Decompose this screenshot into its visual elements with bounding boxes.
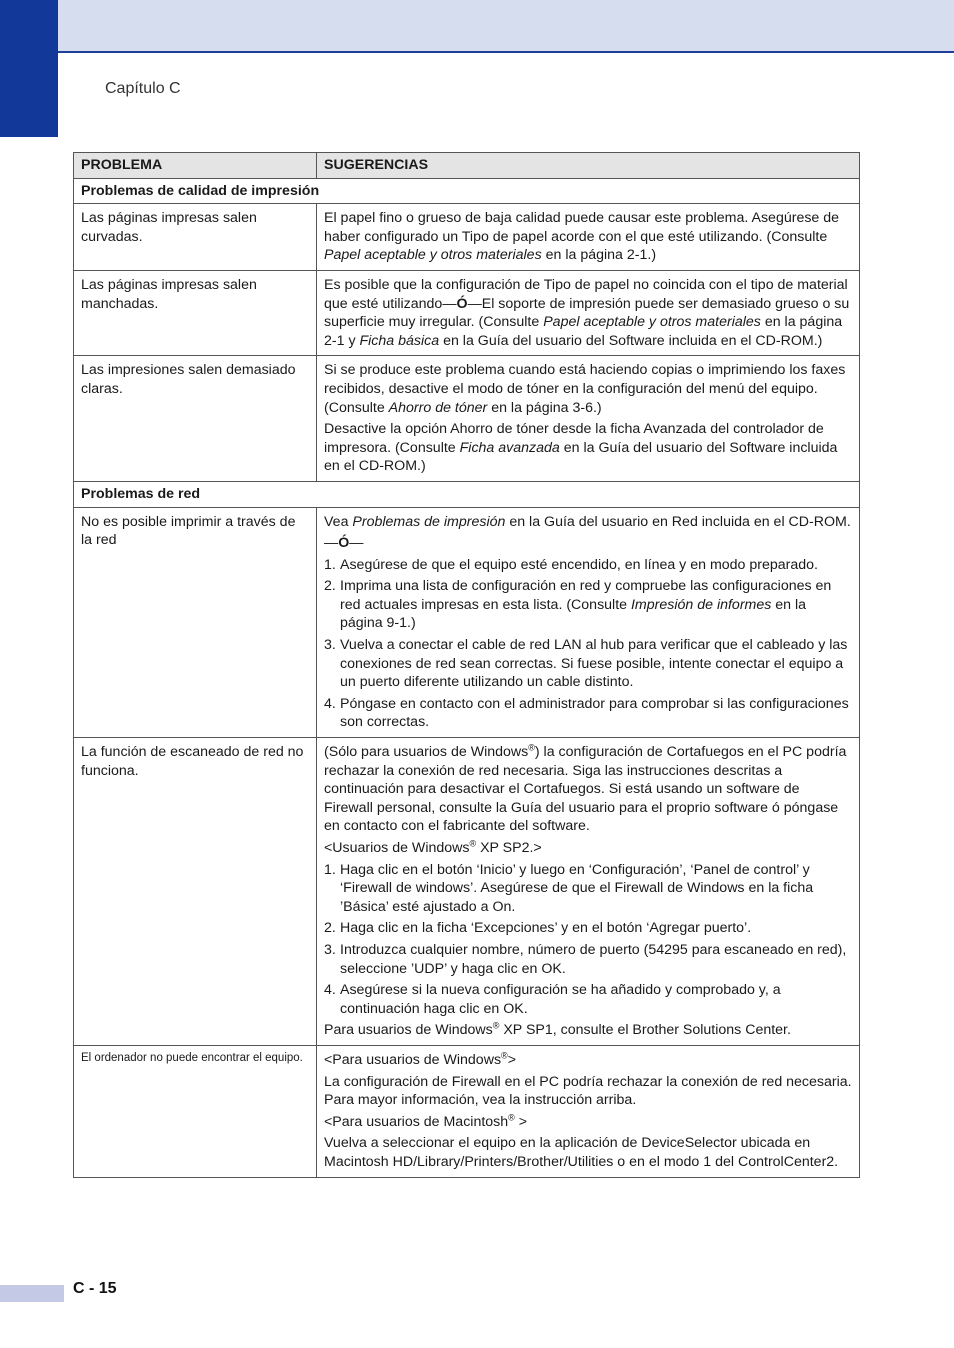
list-item: 1. Haga clic en el botón ‘Inicio’ y luego en ‘Configuración’, ‘Panel de control’ y ‘Firewall de windows’. Asegúrese de que el Firewall de Windows en la ficha ’Básica’ esté ajustado a On. <box>324 861 814 915</box>
section-row-print-quality <box>74 178 860 204</box>
table-row <box>74 204 860 271</box>
table-row <box>74 507 860 738</box>
section-title: Problemas de red <box>74 481 860 507</box>
suggestion-text: (Sólo para usuarios de Windows®) la configuración de Cortafuegos en el PC podría rechazar la conexión de red necesaria. Siga las instrucciones descritas a continuación para desactivar el Cortafuegos. Si está usando un software de Firewall personal, consulte la Guía del usuario para el proprio software ó póngase en contacto con el fabricante del software. <box>324 742 847 835</box>
list-item: 1. Asegúrese de que el equipo esté encendido, en línea y en modo preparado. <box>324 556 818 573</box>
column-header-problem: PROBLEMA <box>74 153 317 179</box>
list-item: 4. Asegúrese si la nueva configuración se ha añadido y comprobado y, a continuación haga clic en OK. <box>324 982 781 1017</box>
suggestion-text: Desactive la opción Ahorro de tóner desde la ficha Avanzada del controlador de impresora. (Consulte Ficha avanzada en la Guía del usuario del Software incluida en el CD-ROM.) <box>324 421 838 475</box>
suggestion-text: Vuelva a seleccionar el equipo en la aplicación de DeviceSelector ubicada en Macintosh HD/Library/Printers/Brother/Utilities o en el modo 1 del ControlCenter2. <box>324 1135 839 1170</box>
column-header-suggestions: SUGERENCIAS <box>317 153 860 179</box>
suggestion-text: Es posible que la configuración de Tipo de papel no coincida con el tipo de material que esté utilizando—Ó—El soporte de impresión puede ser demasiado grueso o su superficie muy irregular. (Consulte Papel aceptable y otros materiales en la página 2-1 y Ficha básica en la Guía del usuario del Software incluida en el CD-ROM.) <box>324 276 850 349</box>
table-row <box>74 738 860 1046</box>
problem-cell: Las páginas impresas salen curvadas. <box>74 204 317 271</box>
suggestion-text: Para usuarios de Windows® XP SP1, consulte el Brother Solutions Center. <box>324 1020 791 1039</box>
suggestion-text: El papel fino o grueso de baja calidad puede causar este problema. Asegúrese de haber configurado un Tipo de papel acorde con el que esté utilizando. (Consulte Papel aceptable y otros materiales en la página 2-1.) <box>324 210 840 264</box>
list-item: 3. Introduzca cualquier nombre, número de puerto (54295 para escaneado en red), seleccione ’UDP’ y haga clic en OK. <box>324 941 847 977</box>
suggestion-cell <box>317 270 860 355</box>
header-band <box>0 0 954 53</box>
troubleshooting-table <box>73 152 860 1178</box>
suggestion-text: La configuración de Firewall en el PC podría rechazar la conexión de red necesaria. Para mayor información, vea la instrucción arriba. <box>324 1073 852 1109</box>
problem-cell: Las páginas impresas salen manchadas. <box>74 270 317 355</box>
reference-link: Problemas de impresión <box>352 513 506 530</box>
suggestion-text: Si se produce este problema cuando está haciendo copias o imprimiendo los faxes recibidos, desactive el modo de tóner en la configuración del menú del equipo. (Consulte Ahorro de tóner en la página 3-6.) <box>324 362 846 416</box>
problem-cell: No es posible imprimir a través de la red <box>74 507 317 738</box>
suggestion-text: <Para usuarios de Windows®> <box>324 1050 516 1068</box>
table-row <box>74 270 860 355</box>
footer-bar <box>0 1285 64 1302</box>
problem-cell: La función de escaneado de red no funciona. <box>74 738 317 1046</box>
suggestion-text: <Para usuarios de Macintosh® > <box>324 1111 528 1130</box>
suggestion-text: <Usuarios de Windows® XP SP2.> <box>324 838 542 856</box>
page-number: C - 15 <box>73 1280 117 1297</box>
suggestion-text: Vea Problemas de impresión en la Guía del usuario en Red incluida en el CD-ROM. <box>324 513 851 530</box>
table-row <box>74 356 860 482</box>
reference-link: Ficha avanzada <box>459 439 560 456</box>
reference-link: Ahorro de tóner <box>388 399 488 416</box>
chapter-tab-block <box>0 0 58 137</box>
suggestion-cell <box>317 738 860 1046</box>
reference-link: Papel aceptable y otros materiales <box>543 314 761 331</box>
suggestion-cell <box>317 356 860 482</box>
section-title: Problemas de calidad de impresión <box>74 178 860 204</box>
or-separator: —Ó— <box>324 535 364 552</box>
reference-link: Ficha básica <box>359 332 440 349</box>
list-item: 2. Haga clic en la ficha ‘Excepciones’ y en el botón ‘Agregar puerto’. <box>324 920 752 937</box>
list-item: 2. Imprima una lista de configuración en red y compruebe las configuraciones en red actuales impresas en esta lista. (Consulte Impresión de informes en la página 9-1.) <box>324 578 832 632</box>
problem-cell: El ordenador no puede encontrar el equipo. <box>74 1045 317 1177</box>
list-item: 3. Vuelva a conectar el cable de red LAN al hub para verificar que el cableado y las conexiones de red sean correctas. Si fuese posible, intente conectar el equipo a un puerto diferente utilizando un cable distinto. <box>324 637 848 691</box>
section-row-network <box>74 481 860 507</box>
suggestion-cell <box>317 507 860 738</box>
problem-cell: Las impresiones salen demasiado claras. <box>74 356 317 482</box>
list-item: 4. Póngase en contacto con el administrador para comprobar si las configuraciones son correctas. <box>324 695 849 731</box>
reference-link: Impresión de informes <box>630 596 772 613</box>
suggestion-cell <box>317 1045 860 1177</box>
chapter-title: Capítulo C <box>105 80 181 97</box>
suggestion-cell <box>317 204 860 271</box>
reference-link: Papel aceptable y otros materiales <box>324 247 542 264</box>
table-row <box>74 1045 860 1177</box>
table-header-row <box>74 153 860 179</box>
